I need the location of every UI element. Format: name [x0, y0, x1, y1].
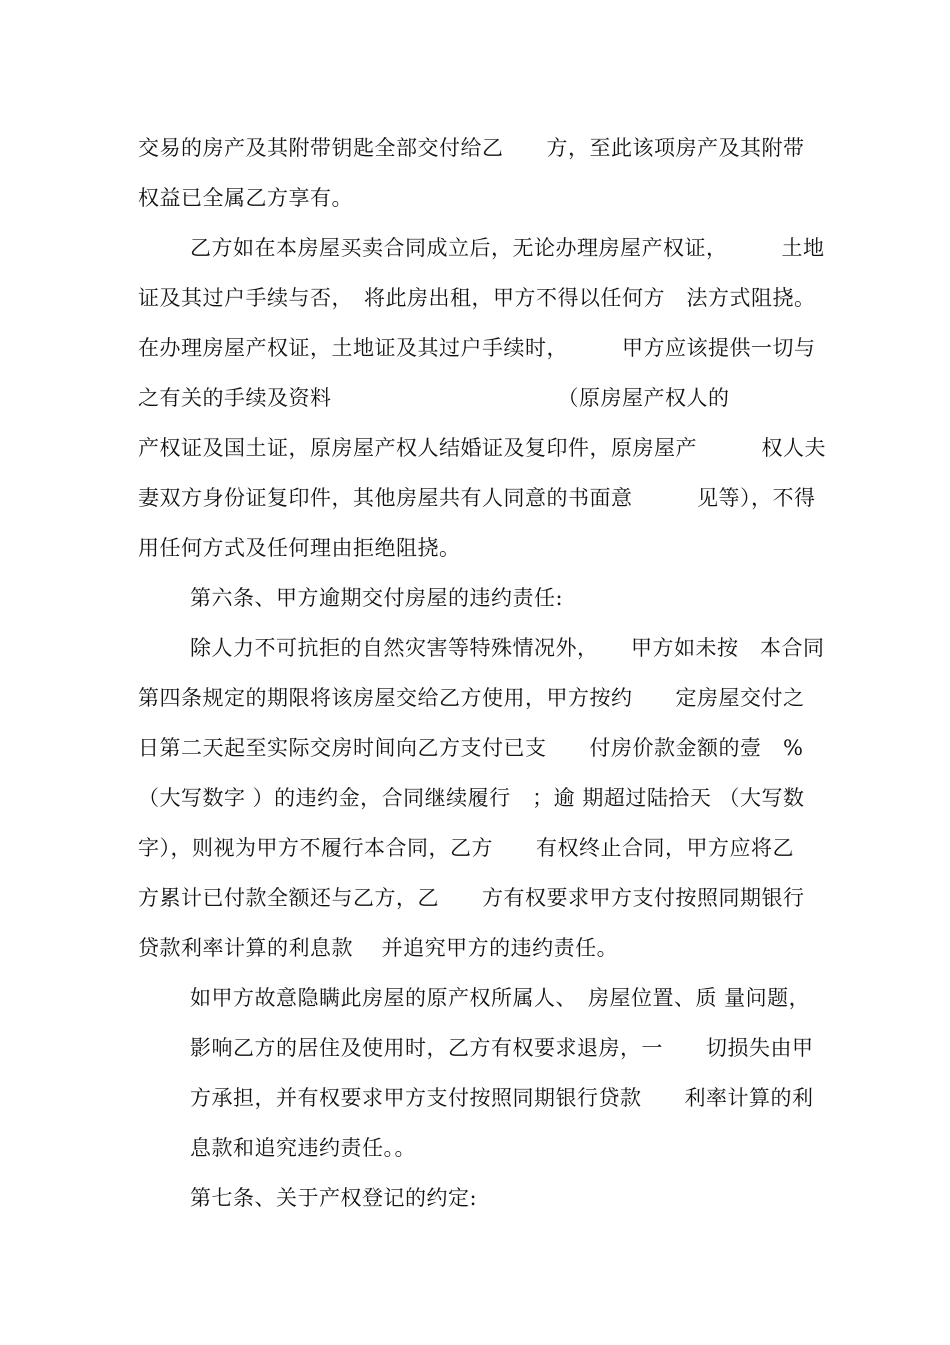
text-line: 如甲方故意隐瞒此房屋的原产权所属人、 房屋位置、质 量问题，: [190, 986, 811, 1010]
text-line: （大写数字 ）的违约金，合同继续履行 ；逾 期超过陆拾天 （大写数: [138, 786, 805, 810]
text-line: 证及其过户手续与否， 将此房出租，甲方不得以任何方 法方式阻挠。: [138, 286, 816, 310]
text-line: 影响乙方的居住及使用时，乙方有权要求退房，一 切损失由甲: [190, 1036, 814, 1060]
text-line: 方承担，并有权要求甲方支付按照同期银行贷款 利率计算的利: [190, 1086, 814, 1110]
text-line: 妻双方身份证复印件，其他房屋共有人同意的书面意 见等），不得: [138, 486, 816, 510]
section-heading: 第六条、甲方逾期交付房屋的违约责任:: [190, 586, 564, 610]
text-line: 日第二天起至实际交房时间向乙方支付已支 付房价款金额的壹 %: [138, 736, 804, 760]
text-line: 除人力不可抗拒的自然灾害等特殊情况外， 甲方如未按 本合同: [190, 636, 825, 660]
text-line: 息款和追究违约责任。。: [190, 1136, 416, 1160]
text-line: 字），则视为甲方不履行本合同，乙方 有权终止合同，甲方应将乙: [138, 836, 794, 860]
text-line: 之有关的手续及资料 （原房屋产权人的: [138, 386, 730, 410]
text-line: 权益已全属乙方享有。: [138, 186, 353, 210]
text-line: 交易的房产及其附带钥匙全部交付给乙 方，至此该项房产及其附带: [138, 136, 805, 160]
text-line: 乙方如在本房屋买卖合同成立后，无论办理房屋产权证， 土地: [190, 236, 825, 260]
section-heading: 第七条、关于产权登记的约定:: [190, 1186, 478, 1210]
text-line: 第四条规定的期限将该房屋交给乙方使用，甲方按约 定房屋交付之: [138, 686, 805, 710]
text-line: 用任何方式及任何理由拒绝阻挠。: [138, 536, 461, 560]
text-line: 产权证及国土证，原房屋产权人结婚证及复印件，原房屋产 权人夫: [138, 436, 826, 460]
text-line: 方累计已付款全额还与乙方，乙 方有权要求甲方支付按照同期银行: [138, 886, 805, 910]
text-line: 在办理房屋产权证，土地证及其过户手续时， 甲方应该提供一切与: [138, 336, 816, 360]
text-line: 贷款利率计算的利息款 并追究甲方的违约责任。: [138, 936, 619, 960]
